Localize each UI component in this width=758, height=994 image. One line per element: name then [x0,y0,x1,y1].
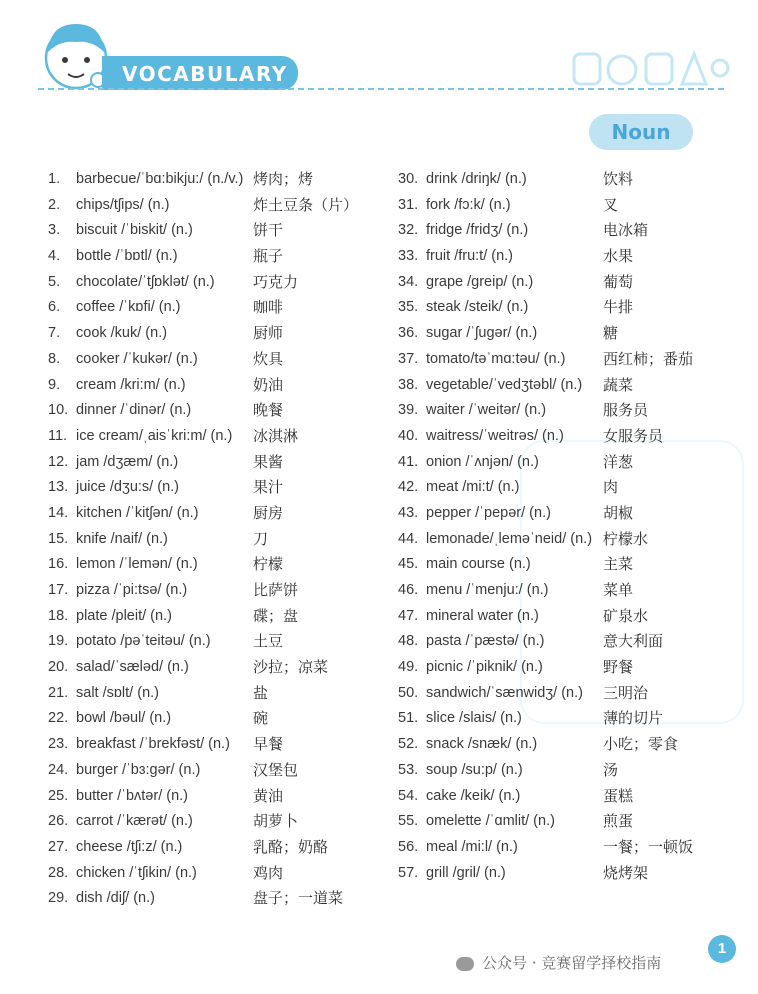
entry-word: vegetable/ˈvedʒtəbl/ (n.) [426,376,583,393]
entry-number: 37. [398,350,419,367]
entry-number: 40. [398,427,419,444]
entry-number: 18. [48,607,69,624]
vocab-row [398,809,718,835]
vocab-row [48,475,378,501]
entry-translation: 蛋糕 [603,786,634,805]
entry-number: 17. [48,582,69,598]
entry-translation: 烧烤架 [603,863,649,882]
entry-word: ice cream/ˌaisˈkri:m/ (n.) [76,427,233,444]
entry-word: lemon /ˈlemən/ (n.) [76,556,198,573]
entry-translation: 炸土豆条（片） [253,195,359,214]
entry-number: 41. [398,453,419,470]
entry-number: 35. [398,299,419,316]
entry-translation: 一餐；一顿饭 [603,837,694,856]
entry-word: burger /ˈbɜ:gər/ (n.) [76,761,201,778]
watermark-text: 公众号 · 竞赛留学择校指南 [482,954,662,972]
entry-translation: 叉 [603,195,619,214]
entry-word: fork /fɔ:k/ (n.) [426,196,511,213]
entry-translation: 矿泉水 [603,606,649,625]
vocab-row [48,604,378,630]
wechat-icon [456,957,474,971]
entry-word: fridge /fridʒ/ (n.) [426,222,529,239]
entry-translation: 奶油 [253,375,284,394]
vocab-row [48,424,378,450]
entry-word: knife /naif/ (n.) [76,530,168,547]
entry-number: 47. [398,607,419,624]
entry-word: cook /kuk/ (n.) [76,325,168,342]
vocab-row [48,321,378,347]
vocab-row [398,295,718,321]
entry-word: waiter /ˈweitər/ (n.) [426,402,547,419]
entry-number: 13. [48,479,69,496]
entry-number: 30. [398,171,419,187]
entry-word: chips/tʃips/ (n.) [76,196,170,213]
entry-translation: 晚餐 [253,401,284,420]
entry-number: 51. [398,710,419,727]
section-label: Noun [611,120,671,144]
entry-number: 57. [398,864,419,881]
entry-translation: 电冰箱 [603,221,649,240]
entry-translation: 柠檬 [253,555,284,574]
entry-translation: 汤 [603,760,619,779]
entry-word: meal /mi:l/ (n.) [426,838,518,855]
watermark [456,952,661,976]
decorative-pattern-icon [570,46,730,90]
entry-translation: 服务员 [603,401,649,420]
entry-translation: 柠檬水 [603,529,649,548]
entry-word: picnic /ˈpiknik/ (n.) [426,659,543,676]
entry-word: dinner /ˈdinər/ (n.) [76,402,192,419]
vocab-row [398,321,718,347]
entry-translation: 胡萝卜 [253,812,299,831]
entry-number: 11. [48,427,68,444]
vocab-row [48,270,378,296]
entry-translation: 汉堡包 [253,760,299,779]
vocab-row [48,167,378,193]
entry-translation: 比萨饼 [253,581,299,599]
entry-translation: 饮料 [603,170,634,188]
entry-translation: 碟；盘 [253,606,299,625]
entry-number: 5. [48,273,61,290]
vocab-row [48,527,378,553]
entry-translation: 盐 [253,683,269,702]
entry-number: 38. [398,376,419,393]
vocab-row [398,629,718,655]
entry-word: chicken /ˈtʃikin/ (n.) [76,864,197,881]
entry-word: sugar /ˈʃugər/ (n.) [426,325,538,342]
entry-word: cheese /tʃi:z/ (n.) [76,838,183,855]
entry-word: pizza /ˈpi:tsə/ (n.) [76,582,188,598]
entry-translation: 厨房 [253,503,284,522]
entry-translation: 野餐 [603,658,634,677]
entry-number: 45. [398,556,419,573]
entry-number: 42. [398,479,419,496]
vocab-row [398,167,718,193]
vocab-row [398,655,718,681]
vocab-row [398,475,718,501]
entry-word: soup /su:p/ (n.) [426,761,523,778]
entry-word: pepper /ˈpepər/ (n.) [426,504,551,521]
entry-number: 44. [398,530,419,547]
entry-word: lemonade/ˌleməˈneid/ (n.) [426,530,593,547]
vocab-row [398,501,718,527]
entry-number: 46. [398,582,419,598]
entry-translation: 果酱 [253,452,284,471]
entry-number: 12. [48,453,69,470]
vocab-row [398,835,718,861]
entry-word: snack /snæk/ (n.) [426,736,538,753]
vocab-row [48,886,378,912]
vocab-row [48,681,378,707]
entry-word: pasta /ˈpæstə/ (n.) [426,633,545,650]
entry-number: 3. [48,222,61,239]
entry-word: cream /kri:m/ (n.) [76,376,186,393]
entry-word: jam /dʒæm/ (n.) [76,453,179,470]
entry-word: cake /keik/ (n.) [426,787,521,804]
entry-number: 8. [48,350,61,367]
entry-translation: 咖啡 [253,298,284,317]
vocabulary-banner [102,56,298,90]
vocab-row [48,861,378,887]
vocab-row [398,732,718,758]
vocab-row [48,706,378,732]
entry-number: 33. [398,248,419,265]
vocab-row [48,193,378,219]
page-header [0,0,758,144]
entry-number: 23. [48,736,69,753]
entry-number: 34. [398,273,419,290]
entry-number: 28. [48,864,69,881]
vocab-row [48,244,378,270]
vocab-row [48,784,378,810]
vocab-row [48,552,378,578]
entry-number: 52. [398,736,419,753]
entry-number: 56. [398,838,419,855]
entry-translation: 薄的切片 [603,709,664,728]
entry-number: 22. [48,710,69,727]
entry-number: 20. [48,659,69,676]
vocab-row [398,578,718,604]
entry-number: 10. [48,402,69,419]
entry-translation: 冰淇淋 [253,426,299,445]
entry-number: 6. [48,299,61,316]
entry-translation: 葡萄 [603,272,634,291]
entry-word: bottle /ˈbɒtl/ (n.) [76,248,178,265]
section-badge [589,114,693,150]
vocab-row [48,501,378,527]
entry-number: 32. [398,222,419,239]
entry-word: slice /slais/ (n.) [426,710,522,727]
entry-word: biscuit /ˈbiskit/ (n.) [76,222,193,239]
entry-word: carrot /ˈkærət/ (n.) [76,813,193,830]
entry-translation: 糖 [603,324,619,343]
entry-translation: 土豆 [253,632,284,651]
entry-translation: 早餐 [253,735,284,754]
vocab-row [398,681,718,707]
right-word-column [398,167,718,886]
vocab-row [398,244,718,270]
entry-translation: 瓶子 [253,247,284,266]
entry-number: 1. [48,171,61,187]
entry-translation: 巧克力 [253,272,299,291]
entry-translation: 胡椒 [603,503,634,522]
entry-translation: 三明治 [603,683,649,702]
entry-number: 48. [398,633,419,650]
entry-word: plate /pleit/ (n.) [76,607,172,624]
entry-number: 4. [48,248,61,265]
entry-number: 31. [398,196,419,213]
page-number: 1 [708,935,736,963]
entry-translation: 菜单 [603,581,634,599]
entry-word: menu /ˈmenju:/ (n.) [426,582,549,598]
entry-translation: 牛排 [603,298,634,317]
entry-translation: 肉 [603,478,619,497]
entry-word: drink /driŋk/ (n.) [426,171,527,187]
entry-number: 53. [398,761,419,778]
entry-word: potato /pəˈteitəu/ (n.) [76,633,211,650]
entry-number: 9. [48,376,61,393]
entry-translation: 煎蛋 [603,812,634,831]
vocab-row [48,295,378,321]
entry-number: 54. [398,787,419,804]
entry-translation: 饼干 [253,221,284,240]
vocab-row [398,424,718,450]
entry-word: omelette /ˈɑmlit/ (n.) [426,813,555,830]
vocab-row [398,552,718,578]
entry-word: fruit /fru:t/ (n.) [426,248,514,265]
vocab-row [398,861,718,887]
vocab-row [398,784,718,810]
entry-translation: 洋葱 [603,452,634,471]
entry-translation: 炊具 [253,349,284,368]
entry-number: 49. [398,659,419,676]
entry-translation: 沙拉；凉菜 [253,658,329,677]
entry-number: 55. [398,813,419,830]
entry-translation: 盘子；一道菜 [253,889,344,908]
vocab-row [48,398,378,424]
entry-number: 39. [398,402,419,419]
entry-number: 25. [48,787,69,804]
entry-translation: 刀 [253,529,269,548]
entry-word: bowl /bəul/ (n.) [76,710,172,727]
vocab-row [48,578,378,604]
entry-translation: 西红柿；番茄 [603,349,694,368]
entry-number: 19. [48,633,69,650]
vocab-row [398,527,718,553]
entry-translation: 果汁 [253,478,284,497]
vocab-row [48,629,378,655]
entry-translation: 鸡肉 [253,863,284,882]
vocab-row [48,373,378,399]
page-title: VOCABULARY [122,62,288,86]
left-word-column [48,167,378,912]
entry-number: 50. [398,684,419,701]
entry-number: 7. [48,325,61,342]
entry-translation: 厨师 [253,324,284,343]
vocab-row [398,398,718,424]
entry-translation: 蔬菜 [603,375,634,394]
vocab-row [398,373,718,399]
entry-translation: 主菜 [603,555,634,574]
entry-translation: 碗 [253,709,269,728]
vocab-row [48,655,378,681]
entry-translation: 烤肉；烤 [253,170,314,188]
vocab-row [48,732,378,758]
entry-word: tomato/təˈmɑ:təu/ (n.) [426,350,566,367]
entry-translation: 意大利面 [603,632,664,651]
entry-translation: 女服务员 [603,426,664,445]
entry-number: 14. [48,504,69,521]
vocab-row [48,450,378,476]
vocab-row [398,193,718,219]
entry-word: mineral water (n.) [426,607,539,624]
entry-word: kitchen /ˈkitʃən/ (n.) [76,504,199,521]
vocab-row [398,450,718,476]
entry-word: sandwich/ˈsænwidʒ/ (n.) [426,684,583,701]
entry-number: 15. [48,530,69,547]
entry-number: 29. [48,890,69,907]
entry-word: grape /greip/ (n.) [426,273,534,290]
entry-word: chocolate/ˈtʃɒklət/ (n.) [76,273,215,290]
vocab-row [398,604,718,630]
entry-word: steak /steik/ (n.) [426,299,529,316]
vocab-row [398,706,718,732]
entry-word: onion /ˈʌnjən/ (n.) [426,453,539,470]
vocab-row [398,270,718,296]
entry-translation: 小吃；零食 [603,735,679,754]
vocab-row [48,809,378,835]
entry-word: butter /ˈbʌtər/ (n.) [76,787,189,804]
entry-word: juice /dʒu:s/ (n.) [76,479,179,496]
entry-number: 24. [48,761,69,778]
vocab-row [398,758,718,784]
entry-word: dish /diʃ/ (n.) [76,890,155,907]
entry-number: 27. [48,838,69,855]
entry-word: grill /gril/ (n.) [426,864,506,881]
vocab-row [48,835,378,861]
entry-word: waitress/ˈweitrəs/ (n.) [426,427,564,444]
vocab-row [48,758,378,784]
entry-number: 2. [48,196,61,213]
entry-number: 26. [48,813,69,830]
entry-translation: 黄油 [253,786,284,805]
entry-word: main course (n.) [426,556,531,573]
vocab-row [48,347,378,373]
entry-translation: 乳酪；奶酪 [253,837,329,856]
entry-word: meat /mi:t/ (n.) [426,479,520,496]
entry-word: salad/ˈsæləd/ (n.) [76,659,189,676]
entry-translation: 水果 [603,247,634,266]
entry-number: 36. [398,325,419,342]
entry-number: 16. [48,556,69,573]
entry-word: barbecue/ˈbɑ:bikju:/ (n./v.) [76,171,244,187]
entry-number: 21. [48,684,69,701]
vocab-row [48,218,378,244]
entry-number: 43. [398,504,419,521]
vocab-row [398,218,718,244]
entry-word: coffee /ˈkɒfi/ (n.) [76,299,181,316]
vocab-row [398,347,718,373]
entry-word: breakfast /ˈbrekfəst/ (n.) [76,736,230,753]
entry-word: cooker /ˈkukər/ (n.) [76,350,198,367]
entry-word: salt /sɒlt/ (n.) [76,684,159,701]
